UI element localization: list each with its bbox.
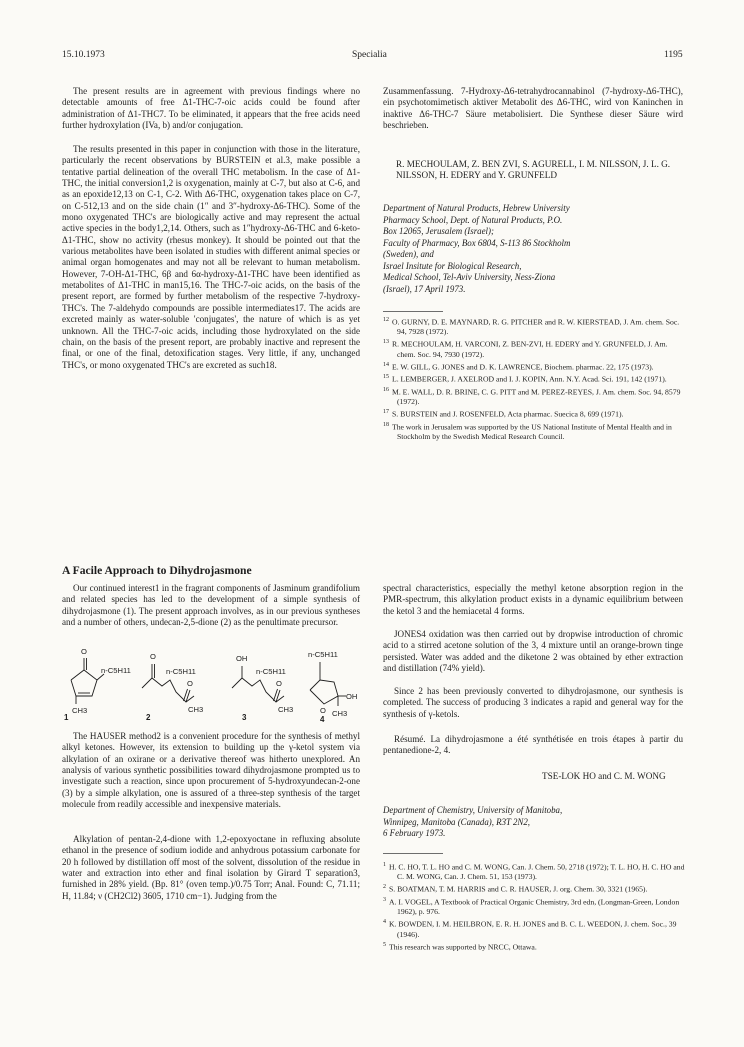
atom-label: n-C5H11 [308,650,338,659]
atom-label: CH3 [278,705,294,714]
reference-item [383,386,687,407]
thc-paragraph-1: The present results are in agreement with previous findings where no detectable amounts of free Δ1-THC-7-oic acids could be found after administration of Δ1-THC7. To be eliminated, it appears that the free acids need further hydroxylation (IVa, b) and/or conjugation. [62,86,360,131]
compound-number: 2 [146,713,151,722]
reference-text: A. I. VOGEL, A Textbook of Practical Organic Chemistry, 3rd edn, (Longman-Green, London 1962), p. 976. [389,897,680,917]
reference-text: K. BOWDEN, I. M. HEILBRON, E. R. H. JONES and B. C. L. WEEDON, J. chem. Soc., 39 (1946). [389,919,677,939]
reference-item [383,373,687,384]
compound-number: 4 [320,715,325,722]
reference-item [383,421,687,442]
reference-text: This research was supported by NRCC, Ottawa. [389,942,537,952]
atom-label: O [276,679,282,688]
reference-number: 5 [383,941,386,948]
reference-number: 12 [383,317,389,323]
thc-references [383,316,687,443]
thc-paragraph-2: The results presented in this paper in conjunction with those in the literature, particularly the recent observations by BURSTEIN et al.3, make possible a tentative partial delineation of the overall THC metabolism. In the case of Δ1-THC, the initial conversion1,2 is oxygenation, mainly at C-7, but also at C-6, and as an epoxide12,13 on C-1, C-2. With Δ6-THC, oxygenation takes place on C-7, on C-512,13 and on the side chain (1″ and 3″-hydroxy-Δ6-THC). Some of the mono oxygenated THC's are biologically active and may represent the actual active species in the body1,2,14. Others, such as 1″hydroxy-Δ6-THC and 6-keto-Δ1-THC, show no activity (rhesus monkey). It should be pointed out that the various metabolites have been isolated in studies with different animal species or animal organ homogenates and may not all be relevant to human metabolism. However, 7-OH-Δ1-THC, 6β and 6α-hydroxy-Δ1-THC have been identified as metabolites of Δ1-THC in man15,16. The THC-7-oic acids, on the basis of the present report, are formed by further metabolism of the respective 7-hydroxy-THC's. The 7-aldehydo compounds are possible intermediates17. The acids are excreted mainly as water-soluble 'conjugates', the nature of which is as yet unknown. All the THC-7-oic acids, including those hydroxylated on the side chain, on the basis of the present report, are probably inactive and represent the final, or one of the final, detoxification stages. Very little, if any, unchanged THC's, or mono oxygenated THC's are excreted as such18. [62,144,360,370]
atom-label: n-C5H11 [256,667,286,676]
atom-label: O [150,652,156,661]
atom-label: O [81,647,87,656]
atom-label: CH3 [72,706,88,715]
reference-text: The work in Jerusalem was supported by the US National Institute of Mental Health and in Stockholm by the Swedish Medical Research Council. [392,422,672,441]
reference-item [383,896,687,917]
thc-affiliation-line: Box 12065, Jerusalem (Israel); [383,226,494,236]
header-date: 15.10.1973 [62,50,105,60]
jasmone-references [383,861,687,953]
thc-affiliation-line: (Sweden), and [383,249,434,259]
reference-text: S. BURSTEIN and J. ROSENFELD, Acta pharmac. Suecica 8, 699 (1971). [392,409,624,419]
reference-text: O. GURNY, D. E. MAYNARD, R. G. PITCHER and R. W. KIERSTEAD, J. Am. chem. Soc. 94, 7928 (1972). [392,317,680,337]
jasmone-paragraph-spectral: spectral characteristics, especially the methyl ketone absorption region in the PMR-spectrum, this alkylation product exists in a dynamic equilibrium between the ketol 3 and the hemiacetal 4 forms. [383,583,683,616]
thc-affiliation-line: Faculty of Pharmacy, Box 6804, S-113 86 Stockholm [383,237,571,248]
reference-item [383,918,687,939]
atom-label: CH3 [188,705,204,714]
jasmone-paragraph-alkylation: Alkylation of pentan-2,4-dione with 1,2-epoxyoctane in refluxing absolute ethanol in the presence of sodium iodide and anhydrous potassium carbonate for 20 h followed by distillation off most of the solvent, dissolution of the residue in water and extraction into ether and final isolation by Girard T separation3, furnished in 28% yield. (Bp. 81° (oven temp.)/0.75 Torr; Anal. Found: C, 71.11; H, 11.84; ν (CH2Cl2) 3605, 1710 cm−1). Judging from the [62,834,360,901]
reference-text: E. W. GILL, G. JONES and D. K. LAWRENCE, Biochem. pharmac. 22, 175 (1973). [392,362,654,372]
reference-text: R. MECHOULAM, H. VARCONI, Z. BEN-ZVI, H. EDERY and Y. GRUNFELD, J. Am. chem. Soc. 94, 7930 (1972). [392,339,668,359]
jasmone-authors: TSE-LOK HO and C. M. WONG [542,771,666,781]
jasmone-resume: Résumé. La dihydrojasmone a été synthétisée en trois étapes à partir du pentanedione-2, 4. [383,734,683,756]
header-page-number: 1195 [664,50,683,60]
reference-number: 15 [383,374,389,381]
atom-label: n-C5H11 [166,667,196,676]
thc-affiliation-line: Department of Natural Products, Hebrew University [383,203,570,213]
reference-item [383,408,687,419]
reference-number: 2 [383,884,386,891]
jasmone-affiliation-line: Department of Chemistry, University of Manitoba, [383,805,563,815]
thc-affiliation-line: Israel Insitute for Biological Research, [383,260,522,271]
thc-authors: R. MECHOULAM, Z. BEN ZVI, S. AGURELL, I. M. NILSSON, J. L. G. NILSSON, H. EDERY and Y. GRUNFELD [396,159,671,181]
reference-number: 14 [383,361,389,368]
atom-label: n-C5H11 [101,666,131,675]
reference-number: 4 [383,919,386,926]
jasmone-affiliation-line: Winnipeg, Manitoba (Canada), R3T 2N2, [383,816,531,827]
reference-item [383,338,687,359]
atom-label: O [187,679,193,688]
reference-text: H. C. HO, T. L. HO and C. M. WONG, Can. J. Chem. 50, 2718 (1972); T. L. HO, H. C. HO and C. M. WONG, Can. J. Chem. 51, 153 (1973). [389,862,685,882]
reference-item [383,361,687,372]
reference-number: 13 [383,339,389,346]
references-separator-line [383,311,443,312]
jasmone-intro: Our continued interest1 in the fragrant components of Jasminum grandifolium and related species has led to the development of a simple synthesis of dihydrojasmone (1). The present approach involves, as in our previous syntheses and a number of others, undecan-2,5-dione (2) as the penultimate precursor. [62,583,360,628]
article-title: A Facile Approach to Dihydrojasmone [62,564,252,577]
reference-item [383,941,687,952]
reference-text: L. LEMBERGER, J. AXELROD and I. J. KOPIN, Ann. N.Y. Acad. Sci. 191, 142 (1971). [392,374,667,384]
chemical-structures-figure [62,640,362,722]
thc-summary: Zusammenfassung. 7-Hydroxy-Δ6-tetrahydrocannabinol (7-hydroxy-Δ6-THC), ein psychotomimetisch aktiver Metabolit des Δ6-THC, wird von Kaninchen in inaktive Δ6-THC-7 Säure metabolisiert. Die Synthese dieser Säure wird beschrieben. [383,86,683,131]
reference-item [383,316,687,337]
header-journal: Specialia [352,50,387,60]
atom-label: O [320,706,326,715]
atom-label: CH3 [332,709,348,718]
reference-item [383,883,687,894]
reference-text: M. E. WALL, D. R. BRINE, C. G. PITT and M. PEREZ-REYES, J. Am. chem. Soc. 94, 8579 (1972). [392,387,681,407]
reference-number: 1 [383,862,386,868]
references-separator-line [383,853,443,854]
jasmone-affiliation-line: 6 February 1973. [383,828,446,838]
atom-label: OH [236,654,248,663]
reference-number: 16 [383,386,389,393]
reference-number: 3 [383,896,386,903]
jasmone-paragraph-oxidation: JONES4 oxidation was then carried out by dropwise introduction of chromic acid to a stirred acetone solution of the 3, 4 mixture until an orange-brown tinge persisted. Water was added and the diketone 2 was obtained by ether extraction and distillation (74% yield). [383,629,683,674]
atom-label: OH [346,692,358,701]
reference-number: 18 [383,421,389,428]
compound-number: 3 [242,713,247,722]
jasmone-paragraph-conclusion: Since 2 has been previously converted to dihydrojasmone, our synthesis is completed. The success of producing 3 indicates a rapid and general way for the synthesis of γ-ketols. [383,686,683,719]
jasmone-paragraph-hauser: The HAUSER method2 is a convenient procedure for the synthesis of methyl alkyl ketones. However, its extension to building up the γ-ketol system via alkylation of an oxirane or a derivative thereof was hitherto unexplored. An analysis of various synthetic possibilities toward dihydrojasmone prompted us to investigate such a reaction, since upon procurement of 5-hydroxyundecan-2-one (3) by a simple alkylation, one is assured of a three-step synthesis of the target molecule from readily accessible and inexpensive materials. [62,731,360,810]
reference-item [383,861,687,882]
thc-affiliation-line: Pharmacy School, Dept. of Natural Products, P.O. [383,214,563,225]
reference-text: S. BOATMAN, T. M. HARRIS and C. R. HAUSER, J. org. Chem. 30, 3321 (1965). [389,884,648,894]
compound-number: 1 [64,713,69,722]
thc-affiliation-line: Medical School, Tel-Aviv University, Ness-Ziona [383,272,556,282]
thc-affiliation-line: (Israel), 17 April 1973. [383,283,466,294]
reference-number: 17 [383,409,389,416]
